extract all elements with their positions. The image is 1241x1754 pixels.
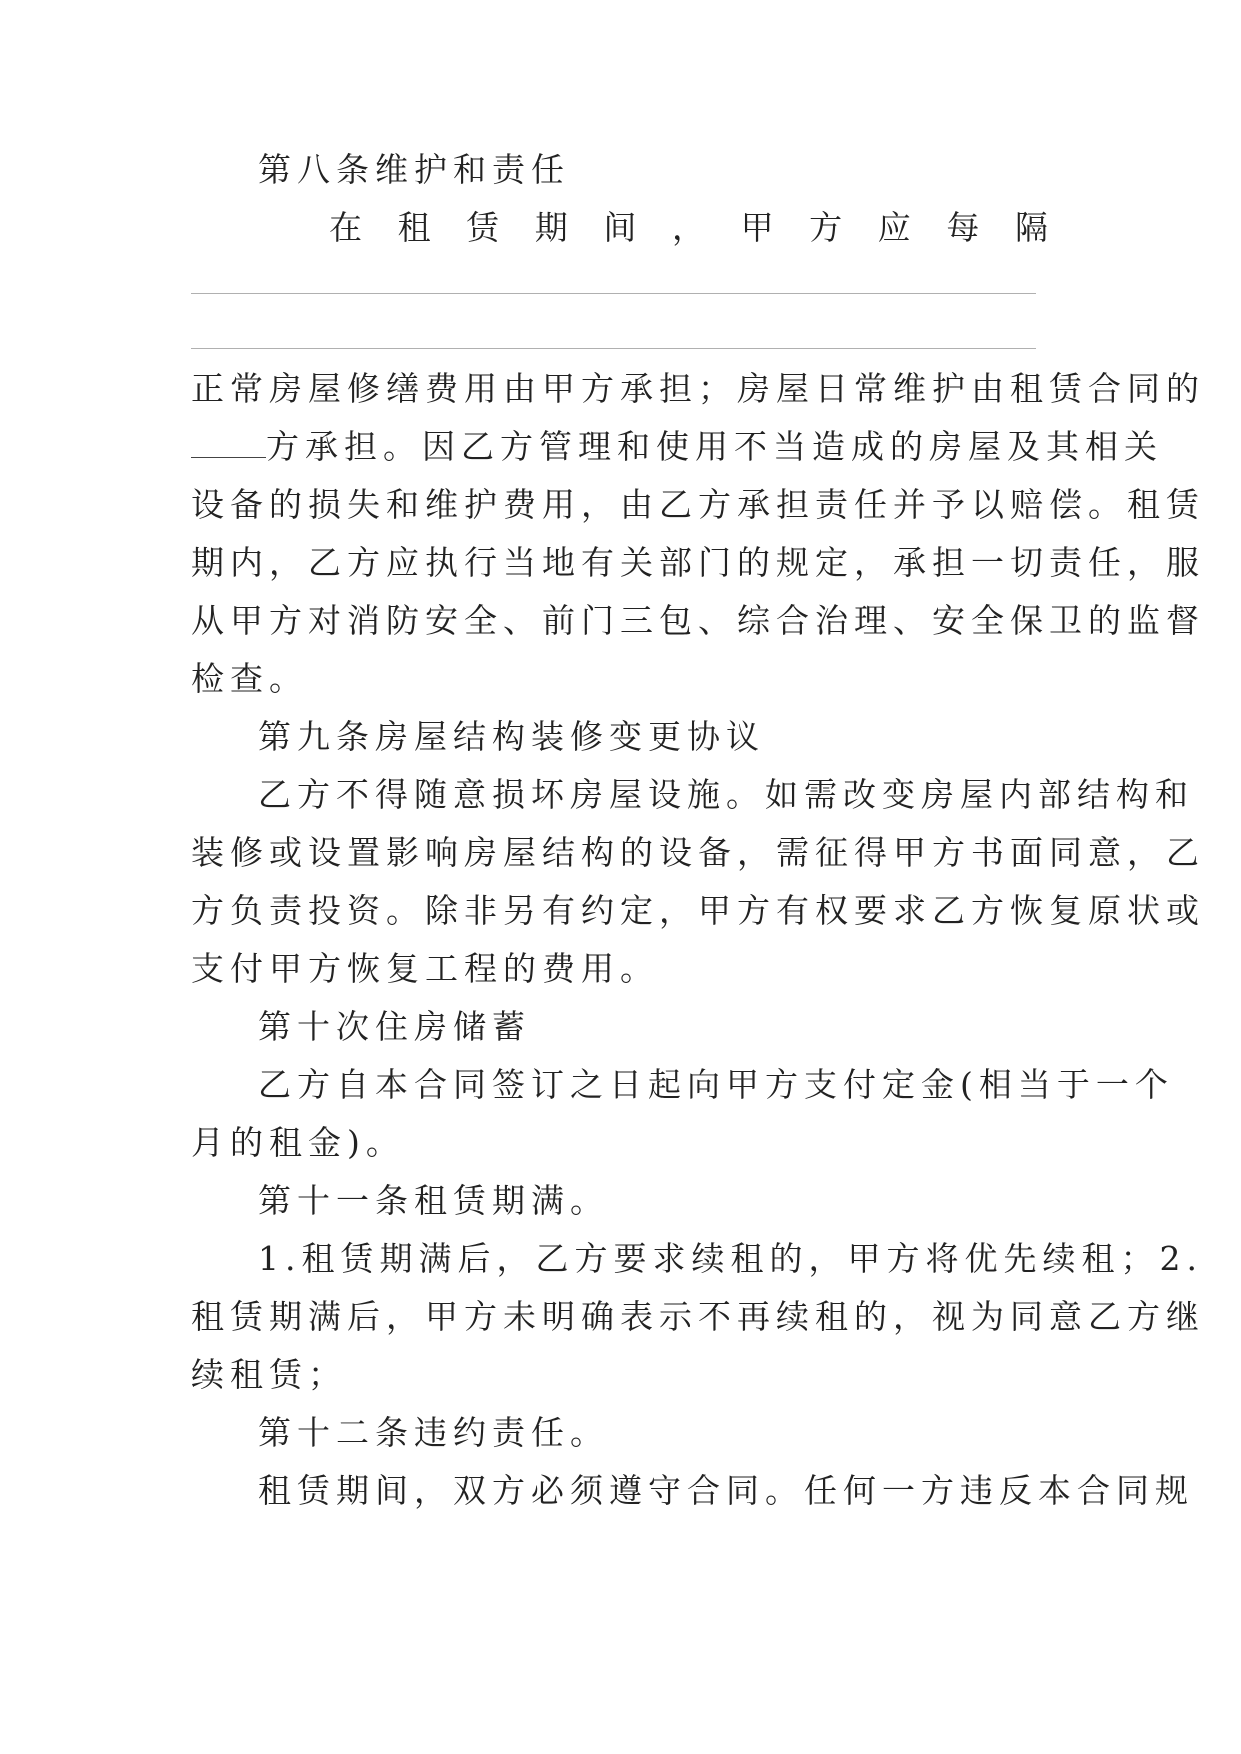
intro-char: 期 — [534, 208, 568, 247]
article12-section — [191, 1413, 1194, 1511]
body-line: 方负责投资。除非另有约定，甲方有权要求乙方恢复原状或 — [191, 891, 1205, 930]
intro-char: 租 — [397, 208, 431, 247]
body-line: 支付甲方恢复工程的费用。 — [191, 949, 659, 988]
blank-fill-line — [191, 348, 1036, 349]
body-line: 1.租赁期满后，乙方要求续租的，甲方将优先续租；2. — [258, 1239, 1203, 1278]
intro-char: 间 — [603, 208, 637, 247]
body-line: 乙方自本合同签订之日起向甲方支付定金(相当于一个 — [258, 1065, 1174, 1104]
document-page — [191, 150, 1205, 1511]
blank-fill-line — [191, 293, 1036, 294]
body-line: 乙方不得随意损坏房屋设施。如需改变房屋内部结构和 — [258, 775, 1194, 814]
article8-body — [191, 369, 1205, 699]
article8-intro-line — [191, 208, 1048, 248]
body-line-with-blank — [191, 427, 1163, 467]
blank-underline — [191, 429, 266, 458]
intro-char: 应 — [877, 208, 911, 247]
body-line: 月的租金)。 — [191, 1123, 405, 1162]
intro-char: 方 — [809, 208, 843, 247]
intro-char: 每 — [946, 208, 980, 247]
article9-heading: 第九条房屋结构装修变更协议 — [258, 717, 765, 756]
intro-char: 在 — [329, 208, 362, 247]
article11-section — [191, 1181, 1205, 1395]
body-line: 从甲方对消防安全、前门三包、综合治理、安全保卫的监督 — [191, 601, 1205, 640]
body-line: 续租赁； — [191, 1355, 347, 1394]
article10-section — [191, 1007, 1174, 1163]
article12-heading: 第十二条违约责任。 — [258, 1413, 609, 1452]
article10-heading: 第十次住房储蓄 — [258, 1007, 531, 1046]
body-line: 期内，乙方应执行当地有关部门的规定，承担一切责任，服 — [191, 543, 1205, 582]
body-line-text: 方承担。因乙方管理和使用不当造成的房屋及其相关 — [266, 427, 1163, 466]
body-line: 租赁期满后，甲方未明确表示不再续租的，视为同意乙方继 — [191, 1297, 1205, 1336]
intro-char: 赁 — [466, 208, 500, 247]
body-line: 正常房屋修缮费用由甲方承担；房屋日常维护由租赁合同的 — [191, 369, 1205, 408]
body-line: 租赁期间，双方必须遵守合同。任何一方违反本合同规 — [258, 1471, 1194, 1510]
article11-heading: 第十一条租赁期满。 — [258, 1181, 609, 1220]
body-line: 设备的损失和维护费用，由乙方承担责任并予以赔偿。租赁 — [191, 485, 1205, 524]
intro-char: ， — [671, 208, 705, 247]
body-line: 检查。 — [191, 659, 308, 698]
body-line: 装修或设置影响房屋结构的设备，需征得甲方书面同意，乙 — [191, 833, 1205, 872]
article9-section — [191, 717, 1205, 989]
intro-char: 甲 — [740, 208, 774, 247]
article8-heading: 第八条维护和责任 — [258, 150, 570, 189]
intro-char: 隔 — [1014, 208, 1048, 247]
